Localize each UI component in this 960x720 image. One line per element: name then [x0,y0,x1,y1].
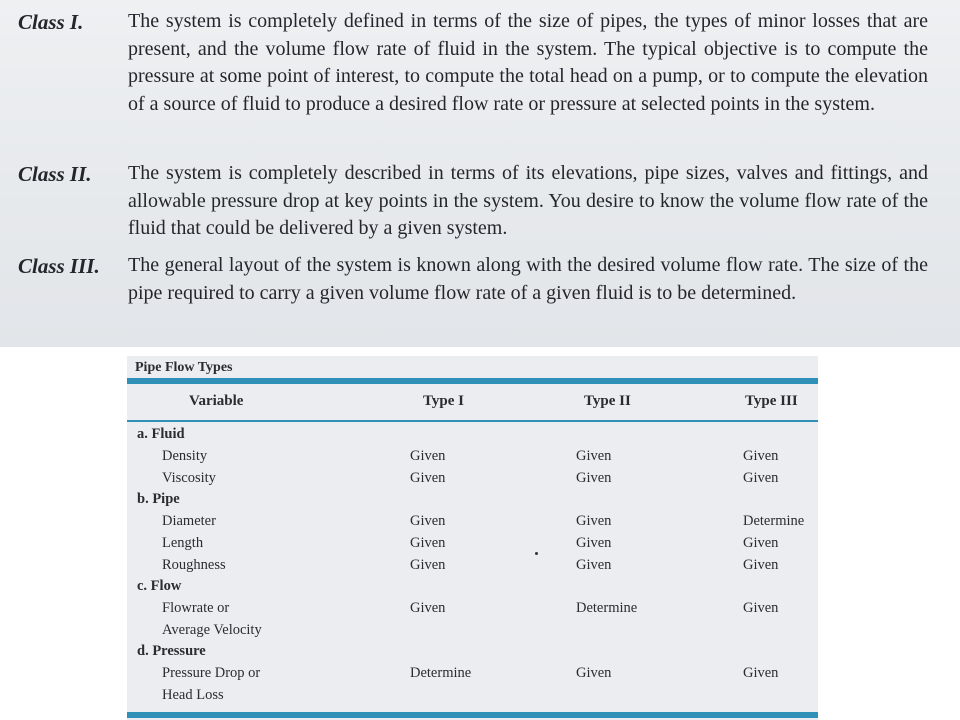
header-type-3: Type III [745,393,798,409]
row-flowrate-name: Flowrate or [162,600,230,616]
textbook-scan [0,0,960,347]
row-flowrate-type-2: Determine [576,600,638,616]
row-length-type-3: Given [743,535,779,551]
class-1-text: The system is completely defined in terms of the size of pipes, the types of minor losses that are present, and the volume flow rate of fluid in the system. The typical objective is to compute the pressure at some point of interest, to compute the total head on a pump, or to compute the elevation of a source of fluid to produce a desired flow rate or pressure at selected points in the system. [128,10,928,115]
row-length-type-2: Given [576,535,612,551]
row-pressure-drop-type-1: Determine [410,665,472,681]
row-length-type-1: Given [410,535,446,551]
row-flowrate-type-1: Given [410,600,446,616]
row-pressure-drop-type-3: Given [743,665,779,681]
row-diameter-type-1: Given [410,513,446,529]
row-density-type-3: Given [743,448,779,464]
row-flowrate-name-line2: Average Velocity [162,622,262,638]
row-roughness-type-1: Given [410,557,446,573]
row-pressure-drop-name: Pressure Drop or [162,665,261,681]
table-title: Pipe Flow Types [135,360,233,375]
header-type-2: Type II [584,393,631,409]
row-diameter-type-2: Given [576,513,612,529]
class-1-label: Class I. [18,10,84,34]
row-diameter-type-3: Determine [743,513,805,529]
row-density-type-2: Given [576,448,612,464]
class-3-label: Class III. [18,254,100,278]
row-viscosity-type-3: Given [743,470,779,486]
row-density-name: Density [162,448,208,464]
row-length-name: Length [162,535,204,551]
section-flow: c. Flow [137,578,182,594]
header-variable: Variable [189,393,244,409]
row-roughness-type-2: Given [576,557,612,573]
row-roughness-name: Roughness [162,557,226,573]
section-pressure: d. Pressure [137,643,206,659]
section-pipe: b. Pipe [137,491,180,507]
row-viscosity-type-2: Given [576,470,612,486]
row-viscosity-type-1: Given [410,470,446,486]
table-bottom-rule [127,712,818,718]
table-top-rule [127,378,818,384]
class-2-text: The system is completely described in terms of its elevations, pipe sizes, valves and fittings, and allowable pressure drop at key points in the system. You desire to know the volume flow rate of the fluid that could be delivered by a given system. [128,162,928,240]
row-roughness-type-3: Given [743,557,779,573]
row-diameter-name: Diameter [162,513,216,529]
pipe-flow-types-table [127,356,818,720]
row-pressure-drop-type-2: Given [576,665,612,681]
row-pressure-drop-name-line2: Head Loss [162,687,224,703]
class-3-text: The general layout of the system is known along with the desired volume flow rate. The size of the pipe required to carry a given volume flow rate of a given fluid is to be determined. [128,254,928,304]
section-fluid: a. Fluid [137,426,185,442]
header-rule [127,420,818,422]
header-type-1: Type I [423,393,464,409]
row-density-type-1: Given [410,448,446,464]
row-flowrate-type-3: Given [743,600,779,616]
print-speck [535,552,538,555]
row-viscosity-name: Viscosity [162,470,216,486]
class-2-label: Class II. [18,162,92,186]
